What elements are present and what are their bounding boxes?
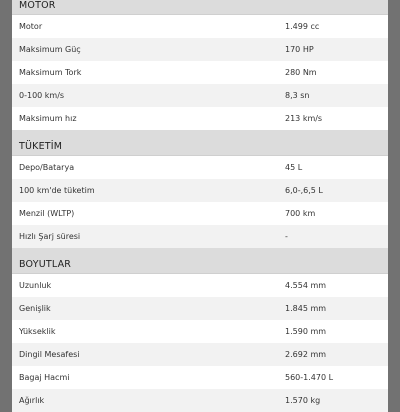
spec-row [12,297,388,320]
spec-row [12,15,388,38]
spec-row [12,320,388,343]
spec-label: Depo/Batarya [19,163,75,172]
spec-row [12,156,388,179]
spec-value: 280 Nm [285,68,317,77]
spec-label: Maksimum Güç [19,45,81,54]
spec-value: 8,3 sn [285,91,310,100]
spec-row [12,274,388,297]
spec-label: Maksimum hız [19,114,77,123]
spec-label: 0-100 km/s [19,91,65,100]
spec-value: 1.499 cc [285,22,320,31]
spec-label: Ağırlık [19,396,45,405]
spec-label: Menzil (WLTP) [19,209,75,218]
spec-label: Motor [19,22,43,31]
spec-value: 45 L [285,163,303,172]
spec-value: 213 km/s [285,114,323,123]
spec-label: Uzunluk [19,281,52,290]
spec-label: Yükseklik [19,327,56,336]
spec-value: 2.692 mm [285,350,327,359]
spec-row [12,107,388,130]
section-header-dimensions [12,248,388,274]
section-title: BOYUTLAR [19,259,72,270]
spec-row [12,202,388,225]
section-rows-dimensions [12,274,388,412]
spec-label: 100 km'de tüketim [19,186,95,195]
spec-row [12,38,388,61]
spec-label: Dingil Mesafesi [19,350,80,359]
spec-value: - [285,232,288,241]
section-rows-consumption [12,156,388,248]
spec-value: 1.590 mm [285,327,327,336]
spec-label: Hızlı Şarj süresi [19,232,81,241]
section-title: TÜKETİM [19,141,63,152]
spec-row [12,179,388,202]
spec-row [12,84,388,107]
spec-row [12,61,388,84]
spec-row [12,343,388,366]
spec-value: 700 km [285,209,316,218]
section-title: MOTOR [19,0,56,11]
spec-label: Maksimum Tork [19,68,82,77]
spec-value: 1.845 mm [285,304,327,313]
spec-label: Genişlik [19,304,51,313]
spec-row [12,366,388,389]
section-header-motor [12,0,388,15]
spec-row [12,225,388,248]
spec-table [12,0,388,412]
spec-value: 560-1.470 L [285,373,334,382]
section-header-consumption [12,130,388,156]
spec-value: 1.570 kg [285,396,321,405]
section-rows-motor [12,15,388,130]
spec-value: 6,0-,6,5 L [285,186,323,195]
spec-row [12,389,388,412]
spec-label: Bagaj Hacmi [19,373,70,382]
spec-value: 4.554 mm [285,281,327,290]
spec-value: 170 HP [285,45,314,54]
